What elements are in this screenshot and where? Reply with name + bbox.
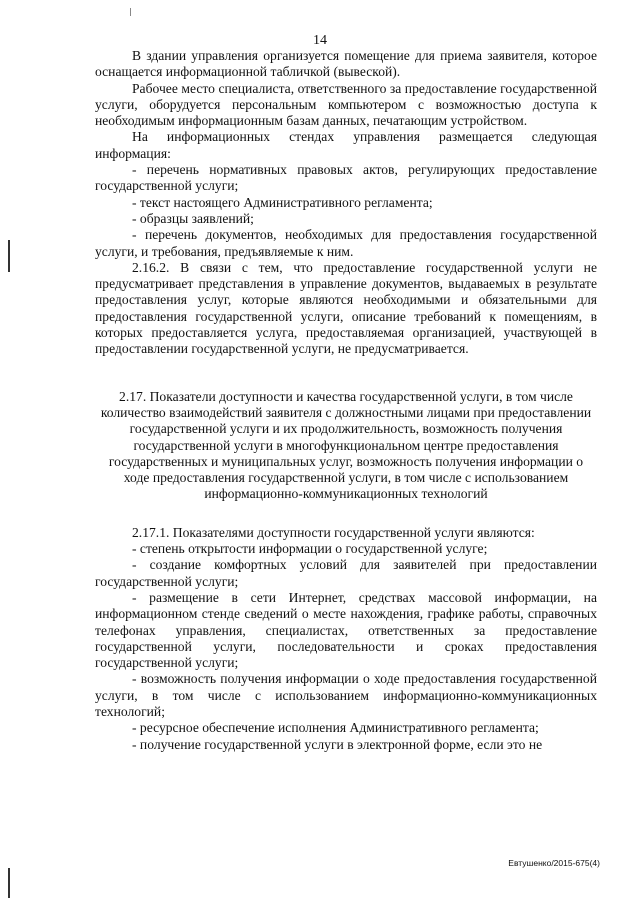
list-item: - создание комфортных условий для заявителей при предоставлении государственной услуги; (95, 557, 597, 589)
list-item: - текст настоящего Административного регламента; (132, 194, 433, 210)
paragraph: На информационных стендах управления размещается следующая информация: (95, 129, 597, 161)
section-heading: 2.17. Показатели доступности и качества государственной услуги, в том числе количество взаимодействий заявителя с должностными лицами при предоставлении государственной услуги и их продолжительность, возможность получения государственной услуги в многофункциональном центре предоставления государственных и муниципальных услуг, возможность получения информации о ходе предоставления государственной услуги, в том числе с использованием информационно-коммуникационных технологий (100, 388, 592, 502)
list-item: - перечень документов, необходимых для предоставления государственной услуги, и требования, предъявляемые к ним. (95, 227, 597, 259)
list-item: - образцы заявлений; (132, 210, 254, 226)
list-item: - получение государственной услуги в электронной форме, если это не (132, 736, 543, 752)
list-item: - ресурсное обеспечение исполнения Административного регламента; (132, 720, 539, 736)
scan-edge-mark (8, 240, 10, 272)
document-footer-code: Евтушенко/2015-675(4) (508, 858, 600, 868)
paragraph: Рабочее место специалиста, ответственного за предоставление государственной услуги, оборудуется персональным компьютером с возможностью доступа к необходимым информационным базам данных, печатающим устройством. (95, 80, 597, 129)
list-item: - возможность получения информации о ходе предоставления государственной услуги, в том числе с использованием информационно-коммуникационных технологий; (95, 671, 597, 719)
scan-edge-mark (8, 868, 10, 898)
paragraph: В здании управления организуется помещение для приема заявителя, которое оснащается информационной табличкой (вывеской). (95, 48, 597, 80)
paragraph: 2.17.1. Показателями доступности государственной услуги являются: (132, 524, 535, 540)
paragraph: 2.16.2. В связи с тем, что предоставление государственной услуги не предусматривает представления в управление документов, выдаваемых в результате предоставления услуг, которые являются необходимыми и обязательными для предоставления государственной услуги, описание требований к помещениям, в которых предоставляется услуга, предоставляемая организацией, участвующей в предоставлении государственной услуги, не предусматривается. (95, 259, 597, 357)
list-item: - перечень нормативных правовых актов, регулирующих предоставление государственной услуги; (95, 162, 597, 194)
document-body (95, 48, 597, 753)
list-item: - размещение в сети Интернет, средствах массовой информации, на информационном стенде сведений о месте нахождения, графике работы, справочных телефонах управления, специалистах, ответственных за предоставление государственной услуги, последовательности и сроках предоставления государственной услуги; (95, 589, 597, 671)
list-item: - степень открытости информации о государственной услуге; (132, 541, 488, 557)
scan-mark (130, 8, 131, 16)
page-number: 14 (313, 33, 327, 48)
